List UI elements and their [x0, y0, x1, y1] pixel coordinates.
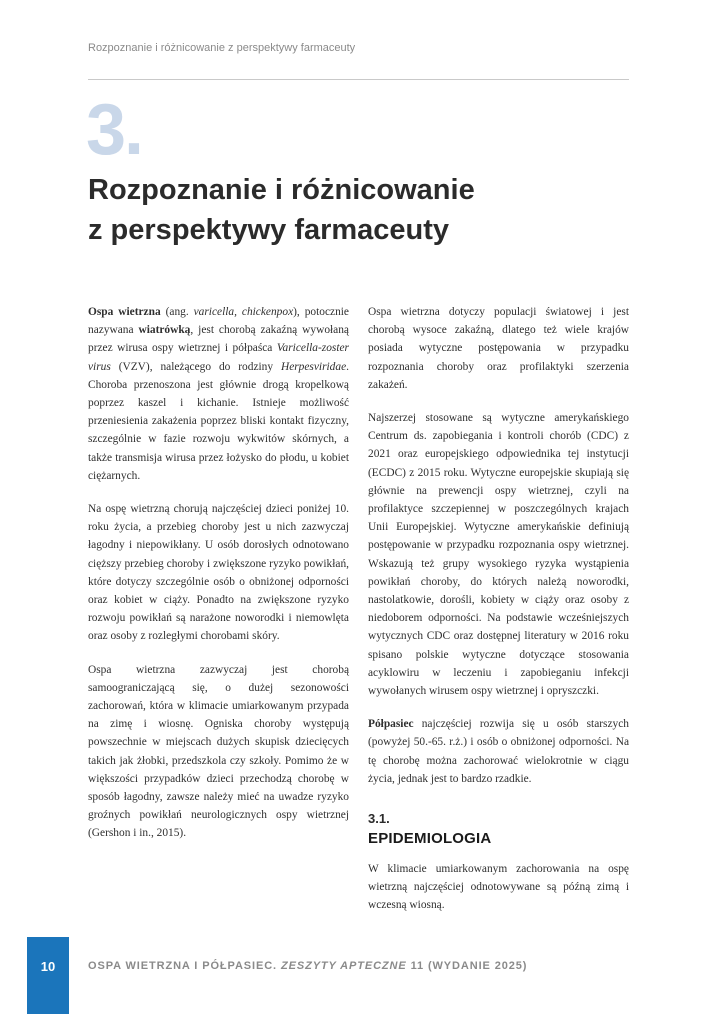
text-span: najczęściej rozwija się u osób starszych (powyżej 50.-65. r.ż.) i osób o obniżonej odporności. Na tę chorobę można zachorować wielokrotnie w ciągu życia, jednak jest to bardzo rzadkie. — [368, 718, 629, 785]
term-ospa-wietrzna: Ospa wietrzna — [88, 306, 161, 318]
left-column — [88, 303, 349, 858]
text-span: . Choroba przenoszona jest głównie drogą kropelkową poprzez kaszel i kichanie. Istnieje możliwość przeniesienia zakażenia poprzez bliski kontakt fizyczny, szczególnie w fazie rozwoju wykwitów skórnych, a także transmisja wirusa przez łożysko do płodu, u kobiet ciężarnych. — [88, 360, 349, 482]
chapter-title — [88, 170, 629, 250]
chapter-number: 3. — [86, 90, 143, 170]
footer-text-after: 11 (WYDANIE 2025) — [406, 960, 528, 972]
page-number-tab — [27, 937, 69, 1014]
page-number: 10 — [40, 959, 56, 974]
footer-journal-title: ZESZYTY APTECZNE — [280, 960, 407, 972]
paragraph-seasonality: Ospa wietrzna zazwyczaj jest chorobą samoograniczającą się, o dużej sezonowości zachorowań, która w klimacie umiarkowanym przypada na zimę i wiosnę. Ogniska choroby występują powszechnie w miejscach dużych skupisk dziecięcych takich jak żłobki, przedszkola czy szkoły. Pomimo że w większości przypadków dzieci przechodzą chorobę w sposób łagodny, zawsze należy mieć na uwadze ryzyko groźnych powikłań neurologicznych ospy wietrznej (Gershon i in., 2015). — [88, 663, 349, 840]
term-vzv: Varicella-zoster virus — [88, 342, 349, 373]
term-wiatrowka: wiatrówką — [138, 324, 191, 337]
term-polpasiec: Półpasiec — [368, 718, 414, 731]
text-span: , jest chorobą zakaźną wywołaną przez wirusa ospy wietrznej i półpaśca — [88, 324, 349, 355]
paragraph-varicella-intro — [88, 303, 349, 485]
text-span: (ang. — [160, 306, 194, 318]
paragraph-epidemiology: W klimacie umiarkowanym zachorowania na ospę wietrzną najczęściej odnotowywane są późną zimą i wczesną wiosną. — [368, 863, 629, 912]
paragraph-polpasiec — [368, 715, 629, 788]
text-span: ), potocznie nazywana — [88, 306, 349, 337]
footer-text-before: OSPA WIETRZNA I PÓŁPASIEC. — [88, 960, 281, 972]
section-title: EPIDEMIOLOGIA — [368, 830, 492, 848]
chapter-title-line-2: z perspektywy farmaceuty — [88, 214, 450, 246]
chapter-title-line-1: Rozpoznanie i różnicowanie — [88, 174, 475, 206]
running-header: Rozpoznanie i różnicowanie z perspektywy farmaceuty — [88, 42, 356, 54]
right-column — [368, 303, 629, 930]
section-number: 3.1. — [368, 811, 390, 827]
header-divider — [88, 79, 629, 80]
text-span: (VZV), należącego do rodziny — [110, 360, 281, 373]
term-english-names: varicella, chickenpox — [193, 306, 294, 318]
section-heading — [368, 810, 629, 850]
paragraph-global-population: Ospa wietrzna dotyczy populacji światowej i jest chorobą wysoce zakaźną, dlatego też wiele krajów posiada wytyczne postępowania w przypadku rozpoznania choroby oraz profilaktyki szerzenia zakażeń. — [368, 306, 629, 391]
footer-publication — [88, 960, 527, 972]
paragraph-children: Na ospę wietrzną chorują najczęściej dzieci poniżej 10. roku życia, a przebieg choroby jest u nich zazwyczaj łagodny i niepowikłany. U osób dorosłych odnotowano cięższy przebieg choroby i zwiększone ryzyko powikłań, które dotyczy szczególnie osób o obniżonej odporności oraz kobiet w ciąży. Ponadto na zwiększone ryzyko rozwoju powikłań są narażone noworodki i niemowlęta oraz osoby z rozległymi chorobami skóry. — [88, 503, 349, 643]
term-herpesviridae: Herpesviridae — [280, 360, 347, 373]
paragraph-guidelines: Najszerzej stosowane są wytyczne amerykańskiego Centrum ds. zapobiegania i kontroli chorób (CDC) z 2021 oraz europejskiego odpowiednika tej instytucji (ECDC) z 2015 roku. Wytyczne europejskie skupiają się głównie na prewencji ospy wietrznej, czyli na profilaktyce szczepiennej w poszczególnych krajach Unii Europejskiej. Wytyczne amerykańskie definiują postępowanie w przypadku rozpoznania ospy wietrznej. Wskazują też grupy wysokiego ryzyka wystąpienia powikłań choroby, do których należą noworodki, nastolatkowie, dorośli, kobiety w ciąży oraz osoby z niedoborem odporności. Na podstawie wcześniejszych wytycznych CDC oraz dostępnej literatury w 2016 roku spisano polskie wytyczne dotyczące stosowania acyklowiru w leczeniu i zapobieganiu infekcji wywołanych wirusem ospy wietrznej i opryszczki. — [368, 412, 629, 698]
